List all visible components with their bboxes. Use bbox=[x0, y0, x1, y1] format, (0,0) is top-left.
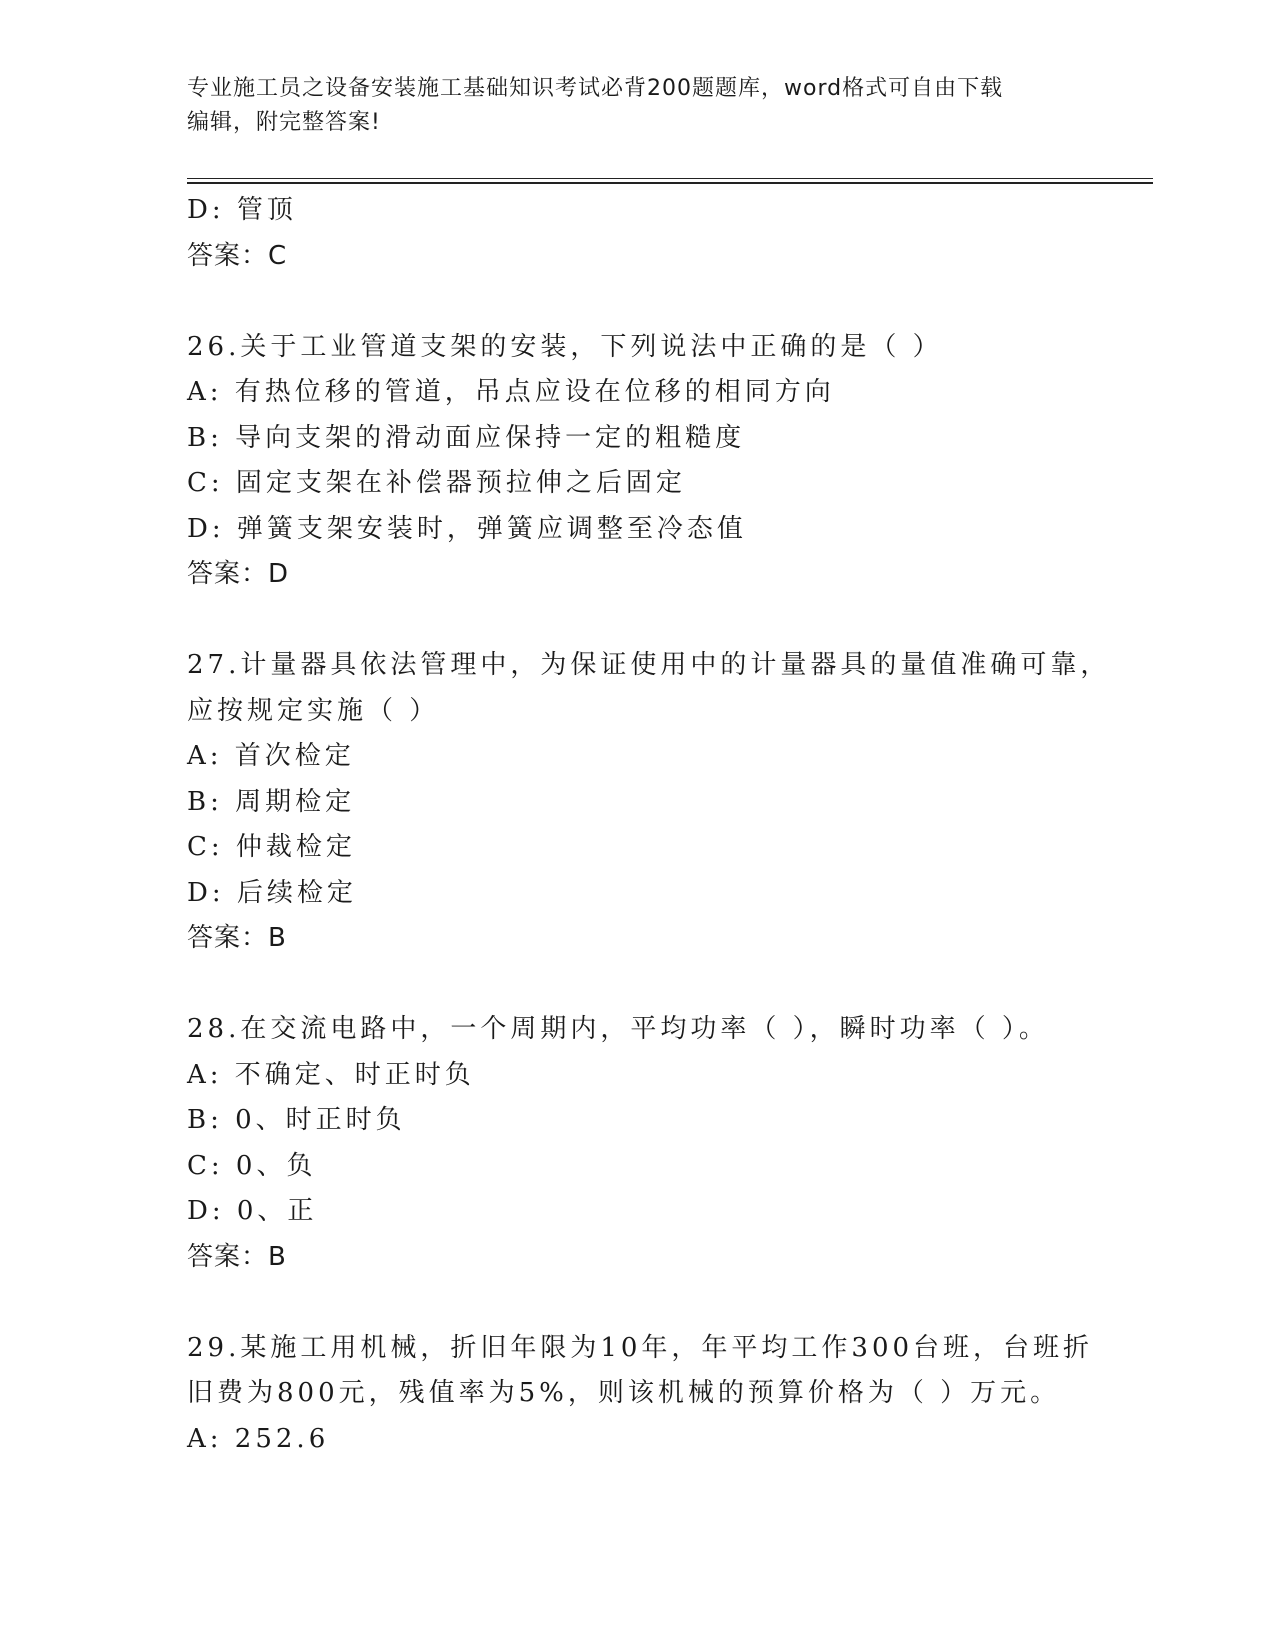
spacer bbox=[187, 598, 1087, 644]
question-stem-line-2: 旧费为800元，残值率为5%，则该机械的预算价格为（ ）万元。 bbox=[187, 1378, 1061, 1408]
question-stem: 28.在交流电路中，一个周期内，平均功率（ ），瞬时功率（ ）。 bbox=[187, 1014, 1049, 1044]
question-stem-line-2: 应按规定实施（ ） bbox=[187, 695, 440, 726]
spacer bbox=[187, 1280, 1087, 1326]
option-c: C: 仲裁检定 bbox=[187, 832, 356, 862]
header-title-line-2: 编辑，附完整答案! bbox=[187, 110, 381, 135]
option-b: B: 周期检定 bbox=[187, 786, 356, 817]
question-26 bbox=[187, 325, 1087, 598]
option-a: A: 252.6 bbox=[187, 1423, 330, 1454]
option-b: B: 导向支架的滑动面应保持一定的粗糙度 bbox=[187, 422, 746, 453]
question-stem: 26.关于工业管道支架的安装，下列说法中正确的是（ ） bbox=[187, 331, 943, 362]
option-d: D: 管顶 bbox=[187, 195, 297, 225]
question-list bbox=[187, 188, 1111, 1462]
spacer bbox=[187, 279, 1087, 325]
question-stem-line-1: 29.某施工用机械，折旧年限为10年，年平均工作300台班，台班折 bbox=[187, 1332, 1094, 1363]
question-27 bbox=[187, 643, 1111, 962]
option-d: D: 后续检定 bbox=[187, 877, 357, 908]
header-title-line-1: 专业施工员之设备安装施工基础知识考试必背200题题库，word格式可自由下载 bbox=[187, 76, 1004, 101]
question-29 bbox=[187, 1326, 1094, 1463]
header-divider-thick bbox=[187, 182, 1153, 184]
answer: 答案：B bbox=[187, 923, 287, 953]
spacer bbox=[187, 962, 1087, 1008]
option-a: A: 有热位移的管道，吊点应设在位移的相同方向 bbox=[187, 377, 835, 407]
option-b: B: 0、时正时负 bbox=[187, 1105, 406, 1135]
header-divider-thin bbox=[187, 178, 1153, 179]
question-25-tail bbox=[187, 188, 1087, 279]
option-a: A: 首次检定 bbox=[187, 741, 355, 771]
option-a: A: 不确定、时正时负 bbox=[187, 1059, 475, 1090]
answer: 答案：B bbox=[187, 1241, 287, 1272]
option-c: C: 固定支架在补偿器预拉伸之后固定 bbox=[187, 468, 686, 498]
question-stem-line-1: 27.计量器具依法管理中，为保证使用中的计量器具的量值准确可靠， bbox=[187, 650, 1111, 680]
page-header bbox=[187, 72, 1087, 140]
option-d: D: 0、正 bbox=[187, 1196, 318, 1226]
option-c: C: 0、负 bbox=[187, 1150, 317, 1181]
answer: 答案：D bbox=[187, 559, 290, 589]
answer: 答案：C bbox=[187, 240, 288, 271]
question-28 bbox=[187, 1007, 1087, 1280]
option-d: D: 弹簧支架安装时，弹簧应调整至冷态值 bbox=[187, 513, 747, 544]
